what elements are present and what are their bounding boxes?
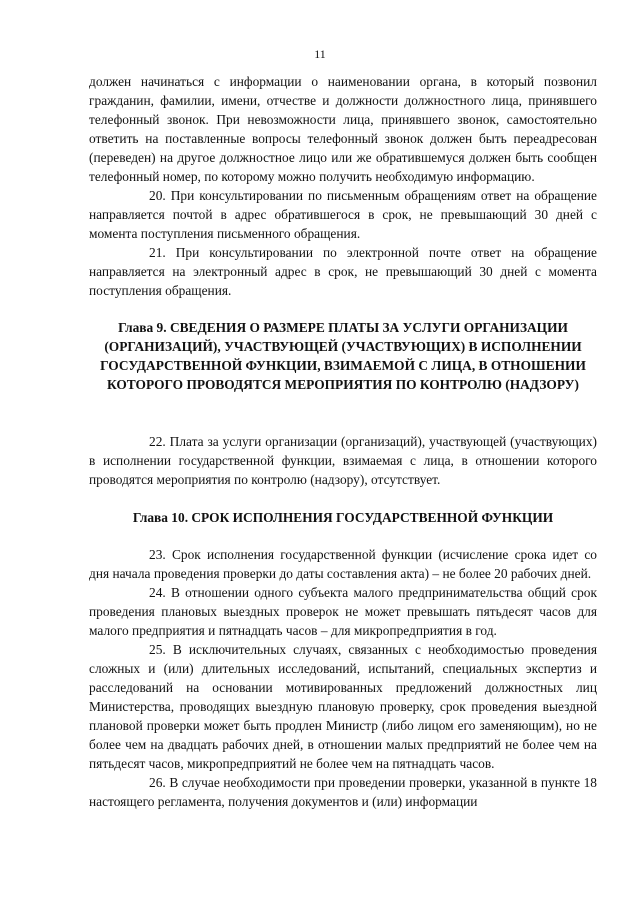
text-block-2 xyxy=(89,432,597,489)
paragraph-25: 25. В исключительных случаях, связанных с необходимостью проведения сложных и (или) длительных исследований, испытаний, специальных экспертиз и расследований на основании мотивированных предложений должностных лиц Министерства, проводящих выездную плановую проверку, срок проведения выездной плановой проверки может быть продлен Министр (либо лицом его заменяющим), но не более чем на двадцать рабочих дней, в отношении малых предприятий не более чем на пятьдесят часов, микропредприятий не более чем на пятнадцать часов. xyxy=(89,642,597,771)
paragraph-22: 22. Плата за услуги организации (организаций), участвующей (участвующих) в исполнении государственной функции, взимаемая с лица, в отношении которого проводятся мероприятия по контролю (надзору), отсутствует. xyxy=(89,434,597,487)
paragraph-24: 24. В отношении одного субъекта малого предпринимательства общий срок проведения плановых выездных проверок не может превышать пятьдесят часов для малого предприятия и пятнадцать часов – для микропредприятия в год. xyxy=(89,585,597,638)
paragraph-26: 26. В случае необходимости при проведении проверки, указанной в пункте 18 настоящего регламента, получения документов и (или) информации xyxy=(89,775,597,809)
paragraph-continued: должен начинаться с информации о наименовании органа, в который позвонил гражданин, фамилии, имени, отчестве и должности должностного лица, принявшего телефонный звонок. При невозможности лица, принявшего звонок, самостоятельно ответить на поставленные вопросы телефонный звонок должен быть переадресован (переведен) на другое должностное лицо или же обратившемуся должен быть сообщен телефонный номер, по которому можно получить необходимую информацию. xyxy=(89,74,597,184)
chapter-10-heading: Глава 10. СРОК ИСПОЛНЕНИЯ ГОСУДАРСТВЕННОЙ ФУНКЦИИ xyxy=(132,510,554,525)
text-block-1 xyxy=(89,72,597,300)
page-number: 11 xyxy=(314,47,326,61)
paragraph-20: 20. При консультировании по письменным обращениям ответ на обращение направляется почтой в адрес обратившегося в срок, не превышающий 30 дней с момента поступления письменного обращения. xyxy=(89,188,597,241)
chapter-9-heading: Глава 9. СВЕДЕНИЯ О РАЗМЕРЕ ПЛАТЫ ЗА УСЛУГИ ОРГАНИЗАЦИИ (ОРГАНИЗАЦИЙ), УЧАСТВУЮЩЕЙ (УЧАСТВУЮЩИХ) В ИСПОЛНЕНИИ ГОСУДАРСТВЕННОЙ ФУНКЦИИ, ВЗИМАЕМОЙ С ЛИЦА, В ОТНОШЕНИИ КОТОРОГО ПРОВОДЯТСЯ МЕРОПРИЯТИЯ ПО КОНТРОЛЮ (НАДЗОРУ) xyxy=(100,320,586,392)
paragraph-21: 21. При консультировании по электронной почте ответ на обращение направляется на электронный адрес в срок, не превышающий 30 дней с момента поступления обращения. xyxy=(89,245,597,298)
text-block-3 xyxy=(89,545,597,811)
paragraph-23: 23. Срок исполнения государственной функции (исчисление срока идет со дня начала проведения проверки до даты составления акта) – не более 20 рабочих дней. xyxy=(89,547,597,581)
